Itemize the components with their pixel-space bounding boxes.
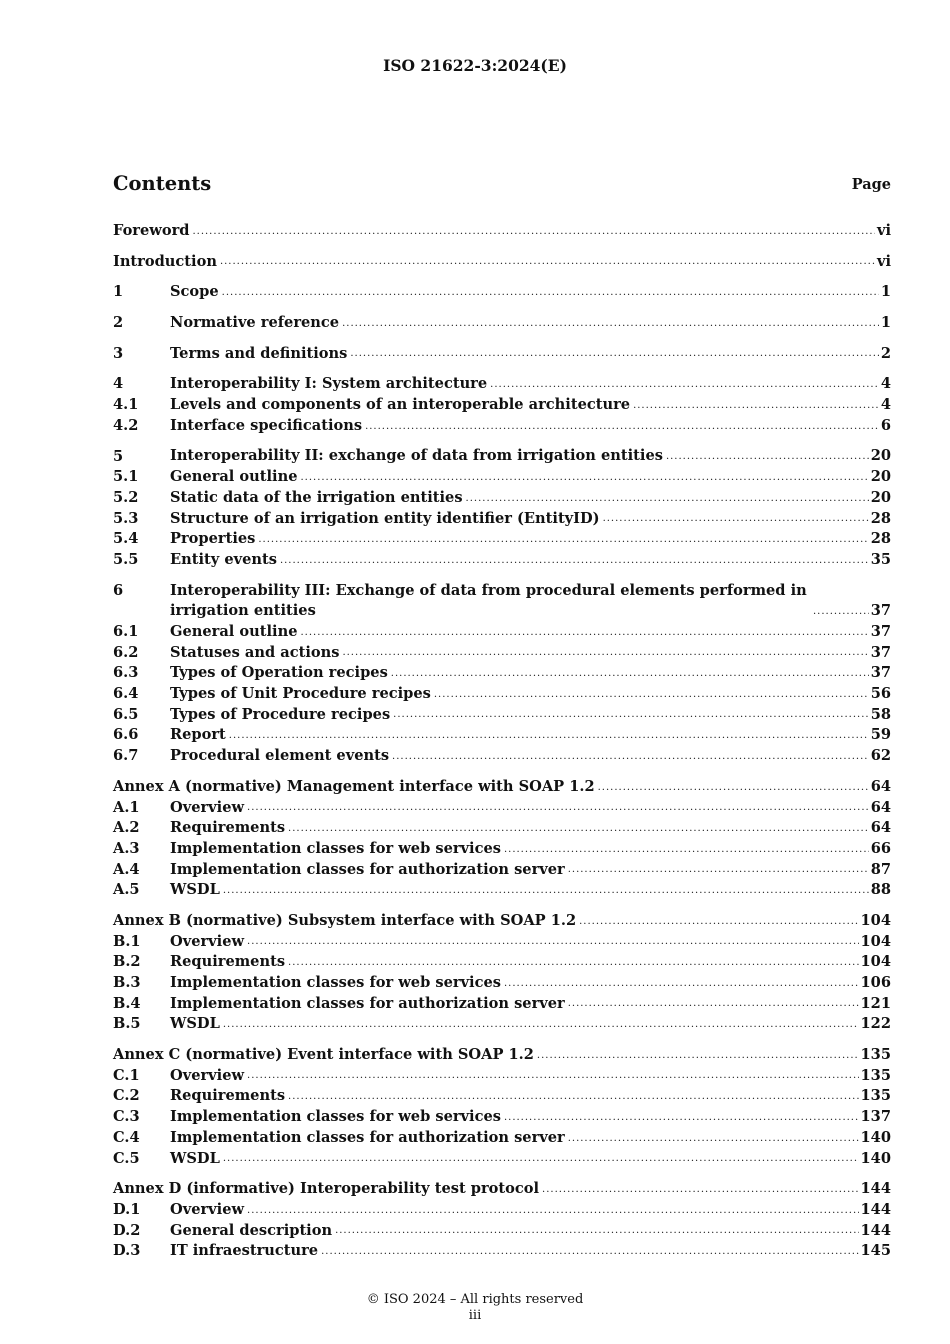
- page-number: iii: [468, 1308, 482, 1323]
- toc-entry-title: Levels and components of an interoperable architecture: [170, 396, 631, 414]
- toc-entry[interactable]: [113, 932, 891, 953]
- toc-entry-page: 37: [870, 643, 891, 661]
- dot-leader: [280, 556, 869, 566]
- toc-entry[interactable]: [113, 952, 891, 973]
- toc-entry-number: B.4: [113, 994, 141, 1012]
- toc-entry-title: WSDL: [170, 1015, 220, 1033]
- copyright-notice: © ISO 2024 – All rights reserved: [366, 1292, 584, 1307]
- dot-leader: [504, 845, 869, 855]
- toc-entry-page: 104: [860, 932, 891, 950]
- toc-entry-page: 64: [870, 798, 891, 816]
- toc-entry-number: 4.1: [113, 396, 139, 414]
- toc-entry-number: C.2: [113, 1087, 140, 1105]
- toc-entry-number: D.1: [113, 1200, 141, 1218]
- dot-leader: [813, 607, 869, 617]
- toc-entry-title: WSDL: [170, 1149, 220, 1167]
- toc-entry-page: 140: [860, 1128, 891, 1146]
- dot-leader: [568, 1134, 859, 1144]
- toc-entry[interactable]: [113, 839, 891, 860]
- toc-entry-title: WSDL: [170, 881, 220, 899]
- toc-entry-title: Entity events: [170, 550, 277, 568]
- dot-leader: [223, 1154, 859, 1164]
- dot-leader: [342, 319, 879, 329]
- toc-entry-page: 2: [880, 344, 891, 362]
- toc-entry-title: Implementation classes for authorization server: [170, 860, 565, 878]
- toc-entry-number: 4.2: [113, 416, 139, 434]
- toc-entry-page: 4: [880, 396, 891, 414]
- toc-entry-number: D.3: [113, 1242, 141, 1260]
- toc-entry-page: 28: [870, 509, 891, 527]
- dot-leader: [568, 999, 859, 1009]
- toc-entry-title: General outline: [170, 468, 298, 486]
- toc-entry-page: 28: [870, 530, 891, 548]
- dot-leader: [247, 937, 858, 947]
- toc-entry-page: 37: [870, 664, 891, 682]
- toc-entry-page: 35: [870, 550, 891, 568]
- dot-leader: [335, 1226, 858, 1236]
- toc-entry[interactable]: [113, 705, 891, 726]
- toc-entry-page: vi: [876, 221, 891, 239]
- toc-entry-title: Normative reference: [170, 314, 340, 332]
- toc-entry-title: Static data of the irrigation entities: [170, 488, 463, 506]
- toc-entry-number: A.3: [113, 839, 140, 857]
- dot-leader: [222, 288, 879, 298]
- toc-entry-number: 5.1: [113, 468, 139, 486]
- toc-entry[interactable]: [113, 529, 891, 550]
- toc-group: [113, 344, 891, 365]
- dot-leader: [300, 628, 868, 638]
- toc-entry-page: 56: [870, 685, 891, 703]
- toc-entry-number: 5.2: [113, 488, 139, 506]
- toc-entry[interactable]: [113, 1241, 891, 1262]
- toc-entry[interactable]: [113, 509, 891, 530]
- toc-entry[interactable]: [113, 344, 891, 365]
- dot-leader: [365, 422, 879, 432]
- dot-leader: [288, 958, 858, 968]
- toc-entry-title: Interoperability I: System architecture: [170, 375, 488, 393]
- dot-leader: [247, 1206, 858, 1216]
- dot-leader: [568, 865, 869, 875]
- dot-leader: [598, 783, 869, 793]
- toc-entry[interactable]: [113, 1107, 891, 1128]
- toc-entry[interactable]: [113, 1066, 891, 1087]
- toc-entry[interactable]: [113, 1045, 891, 1066]
- toc-entry-page: 37: [870, 602, 891, 620]
- toc-entry-page: vi: [876, 252, 891, 270]
- toc-entry[interactable]: [113, 1221, 891, 1242]
- toc-entry-title: Requirements: [170, 819, 286, 837]
- toc-entry-number: 6.1: [113, 623, 139, 641]
- toc-entry[interactable]: [113, 416, 891, 437]
- toc-group: [113, 374, 891, 436]
- toc-entry-title: Types of Procedure recipes: [170, 705, 391, 723]
- toc-entry-title: Terms and definitions: [170, 344, 348, 362]
- dot-leader: [504, 1113, 859, 1123]
- toc-group: [113, 1045, 891, 1169]
- toc-entry-page: 64: [870, 777, 891, 795]
- toc-entry-page: 20: [870, 488, 891, 506]
- toc-entry-page: 1: [880, 283, 891, 301]
- toc-entry-number: 2: [113, 314, 124, 332]
- toc-group: [113, 447, 891, 571]
- toc-entry[interactable]: [113, 313, 891, 334]
- toc-entry-title: Implementation classes for authorization server: [170, 994, 565, 1012]
- toc-entry-title: Properties: [170, 530, 256, 548]
- toc-entry-title: Procedural element events: [170, 747, 390, 765]
- dot-leader: [229, 731, 869, 741]
- toc-entry-number: 6.5: [113, 705, 139, 723]
- toc-group: [113, 221, 891, 242]
- toc-entry[interactable]: [113, 818, 891, 839]
- toc-entry-title: IT infraestructure: [170, 1242, 319, 1260]
- dot-leader: [542, 1185, 859, 1195]
- toc-entry[interactable]: [113, 1128, 891, 1149]
- toc-entry[interactable]: [113, 973, 891, 994]
- toc-entry-number: C.1: [113, 1066, 140, 1084]
- toc-entry-number: 5.4: [113, 530, 139, 548]
- document-id-header: ISO 21622-3:2024(E): [383, 56, 567, 75]
- dot-leader: [579, 917, 858, 927]
- toc-entry-page: 106: [860, 974, 891, 991]
- toc-entry-page: 1: [880, 314, 891, 332]
- toc-group: [113, 777, 891, 901]
- toc-entry-number: 1: [113, 283, 124, 301]
- toc-entry-number: 5.5: [113, 550, 139, 568]
- toc-entry-page: 62: [870, 747, 891, 765]
- toc-entry-title: Foreword: [113, 221, 190, 239]
- toc-entry[interactable]: [113, 1014, 891, 1035]
- toc-entry-number: A.5: [113, 881, 140, 899]
- toc-entry-title: Interoperability III: Exchange of data from procedural elements performed in irrigation entities: [170, 581, 807, 620]
- toc-entry-title: Annex D (informative) Interoperability test protocol: [113, 1180, 540, 1198]
- toc-entry-title: General description: [170, 1221, 333, 1239]
- toc-entry-title: Statuses and actions: [170, 643, 340, 661]
- toc-entry-number: 5: [113, 447, 124, 465]
- toc-entry-number: C.3: [113, 1108, 140, 1126]
- toc-entry[interactable]: [113, 1086, 891, 1107]
- toc-entry-title: Implementation classes for web services: [170, 1108, 501, 1126]
- toc-entry-page: 122: [860, 1015, 891, 1033]
- toc-entry-number: B.3: [113, 974, 141, 992]
- dot-leader: [666, 452, 869, 462]
- toc-entry-title: Annex A (normative) Management interface with SOAP 1.2: [113, 777, 595, 795]
- toc-entry-number: 6: [113, 581, 124, 599]
- toc-entry-page: 137: [860, 1108, 891, 1126]
- toc-group: [113, 282, 891, 303]
- toc-entry[interactable]: [113, 252, 891, 273]
- toc-entry[interactable]: [113, 374, 891, 395]
- toc-entry[interactable]: [113, 880, 891, 901]
- toc-entry[interactable]: [113, 725, 891, 746]
- toc-entry-page: 121: [860, 994, 891, 1012]
- toc-entry-number: D.2: [113, 1221, 141, 1239]
- toc-entry[interactable]: [113, 447, 891, 468]
- toc-entry[interactable]: [113, 488, 891, 509]
- dot-leader: [321, 1247, 858, 1257]
- toc-entry[interactable]: [113, 746, 891, 767]
- toc-entry-number: A.4: [113, 860, 140, 878]
- toc-entry-page: 135: [860, 1066, 891, 1084]
- page-column-label: Page: [851, 176, 891, 193]
- dot-leader: [391, 669, 869, 679]
- toc-group: [113, 911, 891, 1035]
- toc-entry-title: Interoperability II: exchange of data from irrigation entities: [170, 447, 663, 465]
- toc-entry-page: 59: [870, 726, 891, 744]
- toc-entry-page: 135: [860, 1087, 891, 1105]
- toc-entry-page: 64: [870, 819, 891, 837]
- dot-leader: [392, 752, 869, 762]
- toc-entry-page: 37: [870, 623, 891, 640]
- dot-leader: [490, 380, 879, 390]
- toc-entry[interactable]: [113, 777, 891, 798]
- dot-leader: [288, 824, 869, 834]
- toc-entry-title: Interface specifications: [170, 416, 363, 434]
- toc-entry-title: Report: [170, 726, 226, 744]
- toc-entry-title: Scope: [170, 283, 219, 301]
- toc-entry-title: Implementation classes for authorization server: [170, 1128, 565, 1146]
- toc-entry-title: Requirements: [170, 953, 286, 971]
- toc-entry-page: 4: [880, 375, 891, 393]
- dot-leader: [434, 690, 869, 700]
- toc-entry-number: 6.4: [113, 685, 139, 703]
- toc-entry[interactable]: [113, 663, 891, 684]
- dot-leader: [504, 979, 859, 989]
- toc-entry-title: Implementation classes for web services: [170, 839, 501, 857]
- toc-entry-number: 4: [113, 375, 124, 393]
- toc-entry-title: Types of Operation recipes: [170, 664, 388, 682]
- dot-leader: [300, 473, 868, 483]
- toc-entry-title: General outline: [170, 623, 298, 640]
- toc-entry-title: Overview: [170, 798, 245, 816]
- toc-entry-page: 87: [870, 860, 891, 878]
- toc-entry-number: 6.6: [113, 726, 139, 744]
- toc-entry-page: 144: [860, 1180, 891, 1198]
- toc-entry-title: Overview: [170, 932, 245, 950]
- toc-entry-page: 140: [860, 1149, 891, 1167]
- toc-entry[interactable]: [113, 643, 891, 664]
- toc-entry[interactable]: [113, 395, 891, 416]
- toc-entry[interactable]: [113, 1179, 891, 1200]
- toc-entry[interactable]: [113, 550, 891, 571]
- toc-entry-page: 88: [870, 881, 891, 899]
- table-of-contents: [113, 221, 891, 1272]
- toc-group: [113, 581, 891, 767]
- dot-leader: [342, 648, 868, 658]
- toc-entry-title: Annex B (normative) Subsystem interface with SOAP 1.2: [113, 911, 577, 929]
- toc-entry[interactable]: [113, 860, 891, 881]
- dot-leader: [247, 803, 869, 813]
- toc-group: [113, 252, 891, 273]
- toc-entry[interactable]: [113, 1149, 891, 1170]
- toc-entry[interactable]: [113, 684, 891, 705]
- toc-entry-page: 144: [860, 1200, 891, 1218]
- toc-entry-page: 20: [870, 468, 891, 486]
- toc-entry-number: 6.7: [113, 747, 139, 765]
- dot-leader: [192, 227, 875, 237]
- dot-leader: [633, 401, 879, 411]
- toc-entry[interactable]: [113, 581, 891, 622]
- toc-entry-page: 104: [860, 953, 891, 971]
- dot-leader: [466, 494, 869, 504]
- toc-entry[interactable]: [113, 282, 891, 303]
- toc-entry[interactable]: [113, 467, 891, 488]
- toc-entry-number: A.2: [113, 819, 140, 837]
- toc-entry-title: Structure of an irrigation entity identifier (EntityID): [170, 509, 600, 527]
- toc-entry-title: Overview: [170, 1200, 245, 1218]
- toc-entry-number: B.2: [113, 953, 141, 971]
- toc-entry-page: 144: [860, 1221, 891, 1239]
- toc-entry-title: Types of Unit Procedure recipes: [170, 685, 431, 703]
- toc-entry-page: 104: [860, 911, 891, 929]
- toc-entry-title: Introduction: [113, 252, 217, 270]
- toc-entry-title: Overview: [170, 1066, 245, 1084]
- toc-entry-title: Annex C (normative) Event interface with SOAP 1.2: [113, 1046, 534, 1064]
- contents-heading: Contents: [113, 172, 212, 195]
- toc-group: [113, 1179, 891, 1262]
- toc-entry[interactable]: [113, 221, 891, 242]
- toc-entry-title: Implementation classes for web services: [170, 974, 501, 991]
- toc-entry[interactable]: [113, 1200, 891, 1221]
- toc-entry-number: 6.2: [113, 643, 139, 661]
- dot-leader: [603, 514, 869, 524]
- toc-entry-page: 135: [860, 1046, 891, 1064]
- toc-entry-number: C.4: [113, 1128, 140, 1146]
- toc-entry-number: B.5: [113, 1015, 141, 1033]
- toc-entry-number: 5.3: [113, 509, 139, 527]
- toc-entry-number: B.1: [113, 932, 141, 950]
- toc-entry-number: C.5: [113, 1149, 140, 1167]
- toc-entry-page: 20: [870, 447, 891, 465]
- dot-leader: [220, 257, 875, 267]
- dot-leader: [258, 535, 868, 545]
- toc-group: [113, 313, 891, 334]
- toc-entry[interactable]: [113, 911, 891, 932]
- toc-entry-page: 66: [870, 839, 891, 857]
- toc-entry-page: 145: [860, 1242, 891, 1260]
- dot-leader: [223, 886, 869, 896]
- toc-entry[interactable]: [113, 798, 891, 819]
- toc-entry-number: A.1: [113, 798, 140, 816]
- page-footer: [0, 1292, 950, 1324]
- dot-leader: [393, 710, 869, 720]
- dot-leader: [223, 1020, 859, 1030]
- toc-entry-page: 6: [880, 416, 891, 434]
- dot-leader: [537, 1051, 859, 1061]
- dot-leader: [288, 1092, 858, 1102]
- dot-leader: [350, 349, 878, 359]
- toc-entry-page: 58: [870, 705, 891, 723]
- dot-leader: [247, 1071, 858, 1081]
- toc-entry[interactable]: [113, 622, 891, 643]
- toc-entry-number: 6.3: [113, 664, 139, 682]
- toc-entry[interactable]: [113, 994, 891, 1015]
- toc-entry-title: Requirements: [170, 1087, 286, 1105]
- toc-entry-number: 3: [113, 344, 124, 362]
